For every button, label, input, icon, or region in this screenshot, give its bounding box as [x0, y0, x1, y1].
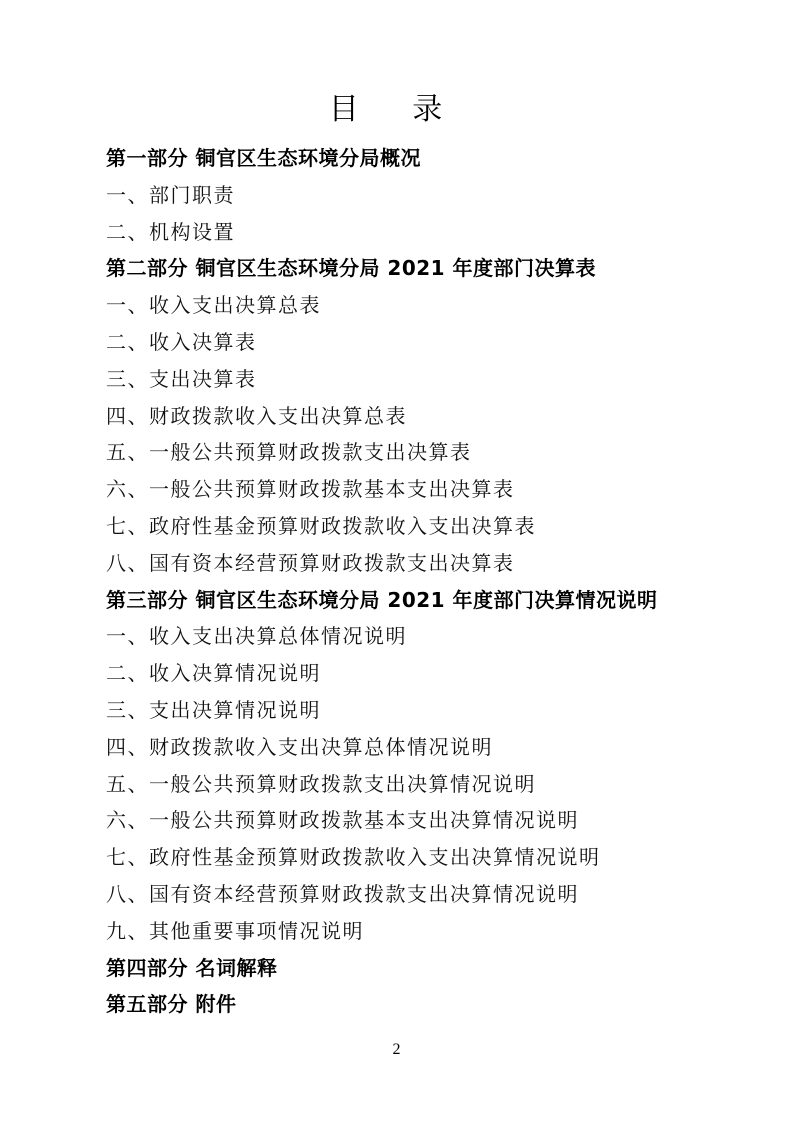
toc-item: 六、一般公共预算财政拨款基本支出决算情况说明	[106, 808, 579, 833]
toc-item: 二、收入决算表	[106, 329, 257, 354]
toc-item: 八、国有资本经营预算财政拨款支出决算情况说明	[106, 881, 579, 906]
toc-item: 二、收入决算情况说明	[106, 661, 321, 686]
toc-item: 四、财政拨款收入支出决算总体情况说明	[106, 734, 493, 759]
toc-part-heading: 第一部分 铜官区生态环境分局概况	[106, 146, 421, 170]
toc-part-heading: 第三部分 铜官区生态环境分局 2021 年度部门决算情况说明	[106, 587, 658, 612]
toc-item: 一、收入支出决算总表	[106, 293, 321, 318]
table-of-contents	[106, 140, 766, 1023]
page-title: 目 录	[328, 92, 465, 127]
toc-part-heading: 第五部分 附件	[106, 992, 237, 1017]
toc-item: 五、一般公共预算财政拨款支出决算表	[106, 440, 472, 465]
toc-item: 九、其他重要事项情况说明	[106, 918, 364, 943]
toc-item: 七、政府性基金预算财政拨款收入支出决算情况说明	[106, 845, 601, 870]
page-number: 2	[392, 1041, 401, 1058]
toc-part-heading: 第二部分 铜官区生态环境分局 2021 年度部门决算表	[106, 256, 597, 281]
toc-item: 六、一般公共预算财政拨款基本支出决算表	[106, 477, 515, 502]
toc-item: 八、国有资本经营预算财政拨款支出决算表	[106, 550, 515, 575]
toc-item: 二、机构设置	[106, 219, 235, 244]
toc-item: 一、部门职责	[106, 182, 235, 207]
toc-item: 三、支出决算表	[106, 366, 257, 391]
toc-item: 四、财政拨款收入支出决算总表	[106, 403, 407, 428]
toc-item: 一、收入支出决算总体情况说明	[106, 624, 407, 649]
toc-item: 三、支出决算情况说明	[106, 697, 321, 722]
toc-item: 七、政府性基金预算财政拨款收入支出决算表	[106, 513, 536, 538]
toc-part-heading: 第四部分 名词解释	[106, 955, 278, 980]
toc-item: 五、一般公共预算财政拨款支出决算情况说明	[106, 771, 536, 796]
